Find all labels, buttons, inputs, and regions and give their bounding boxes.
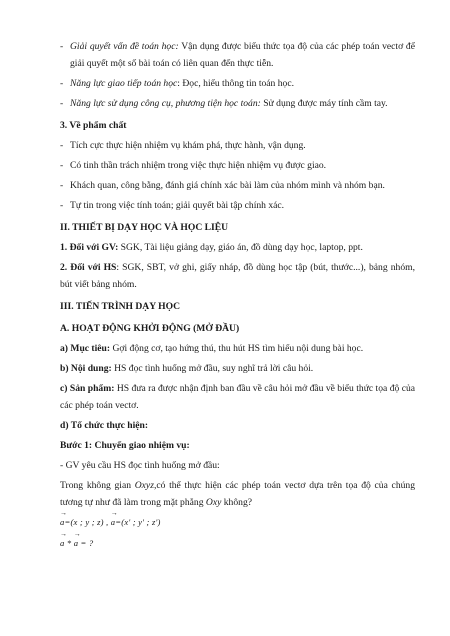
competence-text: : Đọc, hiểu thông tin toán học. — [177, 78, 295, 89]
section-heading: III. TIẾN TRÌNH DẠY HỌC — [60, 301, 181, 312]
list-item — [60, 197, 415, 214]
vector-symbol: → a — [74, 535, 79, 552]
bullet-dash: - — [60, 98, 64, 109]
paragraph-label: a) Mục tiêu: — [60, 343, 111, 354]
competence-label: Năng lực giao tiếp toán học — [70, 78, 178, 89]
question-text: không? — [221, 497, 253, 508]
paragraph — [60, 239, 415, 256]
paragraph-label: c) Sản phẩm: — [60, 383, 115, 394]
list-item — [60, 75, 415, 92]
competence-label: Năng lực sử dụng công cụ, phương tiện học toán: — [70, 98, 261, 109]
paragraph-text: SGK, Tài liệu giảng dạy, giáo án, đồ dùng dạy học, laptop, ppt. — [118, 242, 363, 253]
math-text: * — [64, 538, 74, 548]
competence-text: Sử dụng được máy tính cầm tay. — [260, 98, 388, 109]
paragraph-label: b) Nội dung: — [60, 363, 112, 374]
math-expression — [60, 514, 415, 531]
math-symbol: Oxyz — [134, 480, 154, 491]
paragraph-text: : SGK, SBT, vở ghi, giấy nháp, đồ dùng học tập (bút, thước...), bảng nhóm, bút viết bảng nhóm. — [60, 262, 415, 290]
bullet-dash: - — [60, 41, 64, 52]
bullet-dash: - — [60, 180, 64, 191]
math-text: =(x' ; y' ; z') — [115, 517, 161, 527]
list-item — [60, 137, 415, 154]
list-item — [60, 95, 415, 112]
list-item-text: Tích cực thực hiện nhiệm vụ khám phá, thực hành, vận dụng. — [70, 140, 306, 151]
list-item — [60, 157, 415, 174]
math-text: = ? — [78, 538, 94, 548]
paragraph — [60, 340, 415, 357]
question-text: Trong không gian — [60, 480, 135, 491]
section-heading: A. HOẠT ĐỘNG KHỞI ĐỘNG (MỞ ĐẦU) — [60, 323, 240, 334]
bullet-dash: - — [60, 200, 64, 211]
list-item — [60, 177, 415, 194]
paragraph-text: Gợi động cơ, tạo hứng thú, thu hút HS tìm hiểu nội dung bài học. — [110, 343, 364, 354]
paragraph-text: - GV yêu cầu HS đọc tình huống mở đầu: — [60, 460, 220, 471]
list-item-text: Có tinh thần trách nhiệm trong việc thực hiện nhiệm vụ được giao. — [70, 160, 327, 171]
document-body — [60, 38, 415, 556]
paragraph-label: 2. Đối với HS — [60, 262, 117, 273]
competence-label: Giải quyết vấn đề toán học: — [70, 41, 179, 52]
vector-symbol: → a — [60, 535, 65, 552]
math-symbol: Oxy — [205, 497, 222, 508]
paragraph — [60, 360, 415, 377]
section-heading: 3. Về phẩm chất — [60, 120, 127, 131]
section-heading: II. THIẾT BỊ DẠY HỌC VÀ HỌC LIỆU — [60, 222, 229, 233]
vector-symbol: → a — [111, 514, 116, 531]
paragraph-text: HS đưa ra được nhận định ban đầu về câu hỏi mở đầu về biểu thức tọa độ của các phép toán vectơ. — [60, 383, 416, 411]
bullet-dash: - — [60, 140, 64, 151]
paragraph-label: 1. Đối với GV: — [60, 242, 119, 253]
paragraph — [60, 259, 415, 293]
math-text: =(x ; y ; z) , — [64, 517, 111, 527]
step-label: Bước 1: Chuyển giao nhiệm vụ: — [60, 440, 190, 451]
list-item-text: Tự tin trong việc tính toán; giải quyết bài tập chính xác. — [70, 200, 285, 211]
paragraph — [60, 380, 415, 414]
list-item — [60, 38, 415, 72]
bullet-dash: - — [60, 78, 64, 89]
competence-text: Vận dụng được biểu thức tọa độ của các phép toán vectơ để giải quyết một số bài toán có liên quan đến thực tiễn. — [70, 41, 415, 69]
question-text: ,có thể thực hiện các phép toán vectơ dựa trên tọa độ của chúng tương tự như đã làm trong mặt phẳng — [60, 480, 416, 508]
vector-symbol: → a — [60, 514, 65, 531]
math-expression — [60, 535, 415, 552]
list-item-text: Khách quan, công bằng, đánh giá chính xác bài làm của nhóm mình và nhóm bạn. — [70, 180, 385, 191]
paragraph-text: HS đọc tình huống mở đầu, suy nghĩ trả lời câu hỏi. — [111, 363, 314, 374]
paragraph-label: d) Tổ chức thực hiện: — [60, 420, 149, 431]
bullet-dash: - — [60, 160, 64, 171]
